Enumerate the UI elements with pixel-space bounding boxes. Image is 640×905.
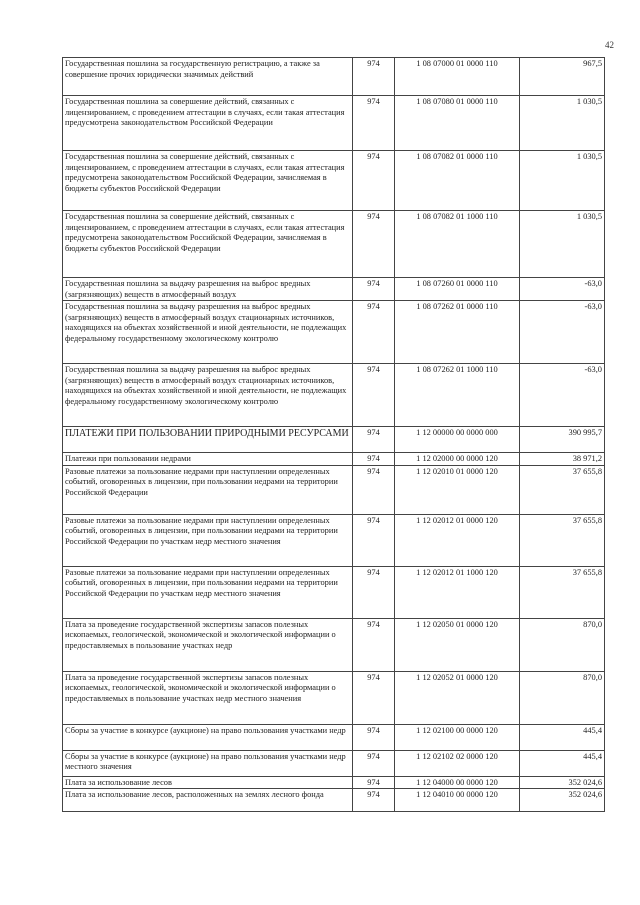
row-sum: 38 971,2 [520,453,605,466]
row-sum: 390 995,7 [520,427,605,453]
row-kbk-code: 1 12 04000 00 0000 120 [395,776,520,789]
row-name: Разовые платежи за пользование недрами при наступлении определенных событий, оговоренных в лицензии, при пользовании недрами на территории Российской Федерации по участкам недр местного значения [63,514,353,566]
row-kbk-code: 1 08 07000 01 0000 110 [395,58,520,96]
row-name: Плата за использование лесов, расположенных на землях лесного фонда [63,789,353,812]
row-name: Государственная пошлина за совершение действий, связанных с лицензированием, с проведением аттестации в случаях, если такая аттестация предусмотрена законодательством Российской Федерации [63,96,353,151]
row-admin-code: 974 [353,789,395,812]
row-admin-code: 974 [353,618,395,671]
row-name: ПЛАТЕЖИ ПРИ ПОЛЬЗОВАНИИ ПРИРОДНЫМИ РЕСУРСАМИ [63,427,353,453]
row-sum: 1 030,5 [520,151,605,211]
row-admin-code: 974 [353,427,395,453]
row-sum: 1 030,5 [520,96,605,151]
row-name: Сборы за участие в конкурсе (аукционе) на право пользования участками недр [63,724,353,750]
row-name: Государственная пошлина за государственную регистрацию, а также за совершение прочих юридически значимых действий [63,58,353,96]
table-row [63,750,605,776]
table-row [63,618,605,671]
table-row [63,566,605,618]
row-kbk-code: 1 08 07262 01 0000 110 [395,301,520,364]
table-row [63,364,605,427]
row-admin-code: 974 [353,465,395,514]
row-admin-code: 974 [353,453,395,466]
row-admin-code: 974 [353,96,395,151]
row-name: Плата за проведение государственной экспертизы запасов полезных ископаемых, геологической, экономической и экологической информации о предоставляемых в пользование участках недр местного значения [63,671,353,724]
row-kbk-code: 1 12 02100 00 0000 120 [395,724,520,750]
row-name: Разовые платежи за пользование недрами при наступлении определенных событий, оговоренных в лицензии, при пользовании недрами на территории Российской Федерации по участкам недр местного значения [63,566,353,618]
row-kbk-code: 1 12 02000 00 0000 120 [395,453,520,466]
row-name: Сборы за участие в конкурсе (аукционе) на право пользования участками недр местного значения [63,750,353,776]
row-admin-code: 974 [353,566,395,618]
table-row [63,301,605,364]
row-kbk-code: 1 12 02102 02 0000 120 [395,750,520,776]
row-admin-code: 974 [353,151,395,211]
row-name: Государственная пошлина за совершение действий, связанных с лицензированием, с проведением аттестации в случаях, если такая аттестация предусмотрена законодательством Российской Федерации, зачисляемая в бюджеты субъектов Российской Федерации [63,211,353,278]
row-admin-code: 974 [353,58,395,96]
row-kbk-code: 1 12 02052 01 0000 120 [395,671,520,724]
table-row [63,58,605,96]
row-kbk-code: 1 08 07260 01 0000 110 [395,278,520,301]
table-row [63,453,605,466]
row-sum: 352 024,6 [520,789,605,812]
row-kbk-code: 1 12 00000 00 0000 000 [395,427,520,453]
row-admin-code: 974 [353,750,395,776]
row-sum: 37 655,8 [520,514,605,566]
row-admin-code: 974 [353,724,395,750]
table-row [63,151,605,211]
row-sum: 967,5 [520,58,605,96]
table-row [63,514,605,566]
row-sum: 352 024,6 [520,776,605,789]
row-admin-code: 974 [353,671,395,724]
row-name: Разовые платежи за пользование недрами при наступлении определенных событий, оговоренных в лицензии, при пользовании недрами на территории Российской Федерации [63,465,353,514]
row-sum: 870,0 [520,671,605,724]
row-kbk-code: 1 12 04010 00 0000 120 [395,789,520,812]
row-sum: -63,0 [520,364,605,427]
row-name: Плата за проведение государственной экспертизы запасов полезных ископаемых, геологической, экономической и экологической информации о предоставляемых в пользование участках недр [63,618,353,671]
row-admin-code: 974 [353,211,395,278]
table-row [63,211,605,278]
row-kbk-code: 1 12 02012 01 1000 120 [395,566,520,618]
table-row [63,789,605,812]
table-row [63,776,605,789]
row-sum: 37 655,8 [520,465,605,514]
row-sum: 1 030,5 [520,211,605,278]
row-name: Государственная пошлина за выдачу разрешения на выброс вредных (загрязняющих) веществ в атмосферный воздух стационарных источников, находящихся на объектах хозяйственной и иной деятельности, не подлежащих федеральному государственному экологическому контролю [63,364,353,427]
table-row [63,96,605,151]
row-kbk-code: 1 12 02010 01 0000 120 [395,465,520,514]
row-kbk-code: 1 08 07082 01 0000 110 [395,151,520,211]
table-row [63,465,605,514]
row-sum: -63,0 [520,301,605,364]
row-kbk-code: 1 12 02012 01 0000 120 [395,514,520,566]
row-admin-code: 974 [353,301,395,364]
page-number: 42 [605,40,614,50]
budget-revenue-table [62,57,605,812]
table-row [63,427,605,453]
row-kbk-code: 1 12 02050 01 0000 120 [395,618,520,671]
row-sum: 445,4 [520,724,605,750]
row-sum: 37 655,8 [520,566,605,618]
table-row [63,724,605,750]
row-name: Государственная пошлина за совершение действий, связанных с лицензированием, с проведением аттестации в случаях, если такая аттестация предусмотрена законодательством Российской Федерации, зачисляемая в бюджеты субъектов Российской Федерации [63,151,353,211]
row-admin-code: 974 [353,776,395,789]
row-sum: 445,4 [520,750,605,776]
row-sum: -63,0 [520,278,605,301]
table-row [63,671,605,724]
row-name: Государственная пошлина за выдачу разрешения на выброс вредных (загрязняющих) веществ в атмосферный воздух стационарных источников, находящихся на объектах хозяйственной и иной деятельности, не подлежащих федеральному государственному экологическому контролю [63,301,353,364]
row-sum: 870,0 [520,618,605,671]
row-kbk-code: 1 08 07080 01 0000 110 [395,96,520,151]
row-admin-code: 974 [353,278,395,301]
row-admin-code: 974 [353,514,395,566]
row-admin-code: 974 [353,364,395,427]
row-name: Плата за использование лесов [63,776,353,789]
row-kbk-code: 1 08 07082 01 1000 110 [395,211,520,278]
row-kbk-code: 1 08 07262 01 1000 110 [395,364,520,427]
table-row [63,278,605,301]
row-name: Платежи при пользовании недрами [63,453,353,466]
row-name: Государственная пошлина за выдачу разрешения на выброс вредных (загрязняющих) веществ в атмосферный воздух [63,278,353,301]
